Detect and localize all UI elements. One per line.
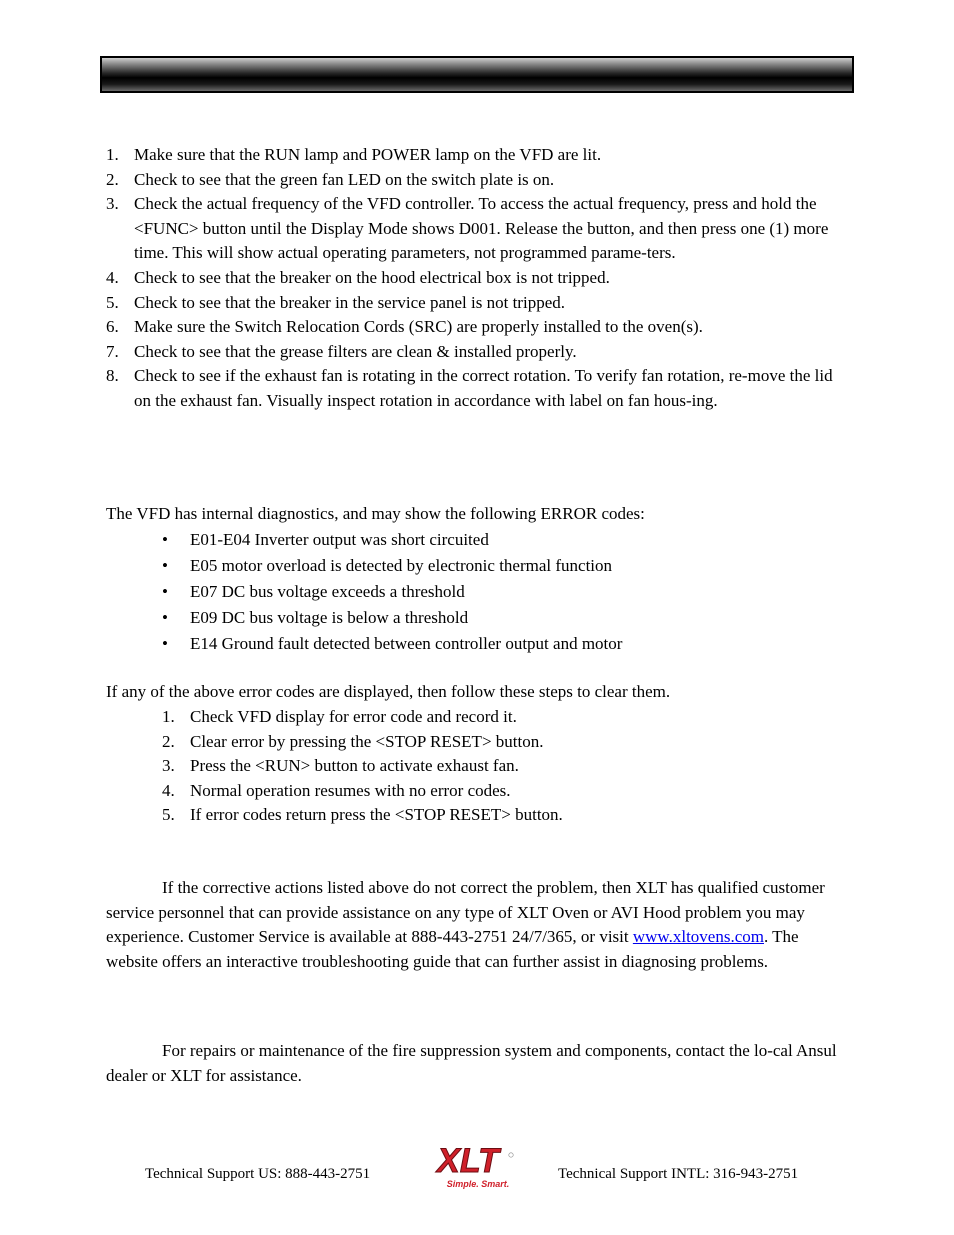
logo-tagline: Simple. Smart. bbox=[446, 1179, 510, 1189]
list-item bbox=[162, 631, 622, 657]
list-text: Check the actual frequency of the VFD controller. To access the actual frequency, press and hold the <FUNC> button until the Display Mode shows D001. Release the button, and then press one (1) more time. This will show actual operating parameters, not programmed parame-ters. bbox=[134, 194, 829, 263]
bullet-icon: • bbox=[162, 530, 168, 549]
list-number: 1. bbox=[106, 145, 119, 164]
list-number: 3. bbox=[162, 756, 175, 776]
list-text: Check to see that the breaker in the service panel is not tripped. bbox=[134, 292, 565, 312]
list-item bbox=[106, 266, 851, 291]
list-item bbox=[162, 803, 563, 828]
list-number: 7. bbox=[106, 341, 119, 361]
list-item bbox=[106, 315, 851, 340]
list-item bbox=[162, 779, 563, 804]
bullet-icon: • bbox=[162, 634, 168, 654]
list-number: 5. bbox=[162, 805, 175, 825]
list-item bbox=[106, 340, 851, 365]
support-text-after: . The website offers an interactive troubleshooting guide that can further assist in diagnosing problems. bbox=[106, 927, 799, 971]
list-text: Check to see if the exhaust fan is rotating in the correct rotation. To verify fan rotation, re-move the lid on the exhaust fan. Visually inspect rotation in accordance with label on fan hous-ing. bbox=[134, 366, 833, 410]
fire-suppression-paragraph bbox=[106, 1039, 851, 1088]
customer-service-paragraph bbox=[106, 876, 851, 974]
registered-icon bbox=[509, 1153, 513, 1157]
list-text: Check to see that the green fan LED on the switch plate is on. bbox=[134, 169, 555, 189]
list-item bbox=[162, 527, 622, 553]
list-item bbox=[106, 291, 851, 316]
list-number: 3. bbox=[106, 194, 119, 214]
list-item bbox=[162, 553, 622, 579]
list-number: 6. bbox=[106, 317, 119, 337]
list-number: 8. bbox=[106, 366, 119, 386]
troubleshooting-steps-list bbox=[106, 143, 851, 414]
list-number: 5. bbox=[106, 292, 119, 312]
error-codes-list bbox=[162, 527, 622, 657]
list-text: E07 DC bus voltage exceeds a threshold bbox=[190, 582, 465, 602]
list-item bbox=[106, 168, 851, 193]
list-number: 4. bbox=[162, 780, 175, 800]
list-text: Clear error by pressing the <STOP RESET> button. bbox=[190, 731, 544, 751]
xlt-logo bbox=[428, 1141, 528, 1191]
section-header-bar bbox=[100, 56, 854, 93]
footer-support-intl: Technical Support INTL: 316-943-2751 bbox=[558, 1166, 799, 1182]
list-item bbox=[162, 754, 563, 779]
list-number: 2. bbox=[106, 169, 119, 189]
list-text: E05 motor overload is detected by electronic thermal function bbox=[190, 556, 613, 576]
list-number: 4. bbox=[106, 267, 119, 287]
diagnostics-intro: The VFD has internal diagnostics, and may show the following ERROR codes: bbox=[106, 504, 645, 523]
list-text: E14 Ground fault detected between controller output and motor bbox=[190, 634, 623, 654]
list-item bbox=[106, 143, 851, 168]
fire-suppression-text: For repairs or maintenance of the fire suppression system and components, contact the lo-cal Ansul dealer or XLT for assistance. bbox=[106, 1041, 837, 1085]
list-item bbox=[162, 579, 622, 605]
list-text: Check to see that the grease filters are clean & installed properly. bbox=[134, 341, 577, 361]
list-text: If error codes return press the <STOP RESET> button. bbox=[190, 805, 563, 825]
list-text: Check VFD display for error code and record it. bbox=[190, 707, 517, 726]
clear-errors-intro: If any of the above error codes are displayed, then follow these steps to clear them. bbox=[106, 682, 671, 701]
bullet-icon: • bbox=[162, 608, 168, 628]
list-text: Press the <RUN> button to activate exhaust fan. bbox=[190, 756, 519, 776]
list-text: Normal operation resumes with no error codes. bbox=[190, 780, 511, 800]
bullet-icon: • bbox=[162, 556, 168, 576]
list-item bbox=[106, 364, 851, 413]
list-text: Make sure that the RUN lamp and POWER lamp on the VFD are lit. bbox=[134, 145, 602, 164]
list-item bbox=[162, 705, 563, 730]
list-text: E01-E04 Inverter output was short circuited bbox=[190, 530, 489, 549]
list-text: Make sure the Switch Relocation Cords (SRC) are properly installed to the oven(s). bbox=[134, 317, 703, 337]
list-item bbox=[106, 192, 851, 266]
support-text-before: If the corrective actions listed above do not correct the problem, then XLT has qualified customer service personnel that can provide assistance on any type of XLT Oven or AVI Hood problem you may experience. Customer Service is available at 888-443-2751 24/7/365, or visit bbox=[106, 878, 825, 947]
list-item bbox=[162, 730, 563, 755]
list-text: Check to see that the breaker on the hood electrical box is not tripped. bbox=[134, 267, 610, 287]
list-number: 2. bbox=[162, 731, 175, 751]
list-number: 1. bbox=[162, 707, 175, 726]
bullet-icon: • bbox=[162, 582, 168, 602]
website-link[interactable]: www.xltovens.com bbox=[632, 927, 764, 947]
logo-wordmark: XLT bbox=[437, 1142, 499, 1180]
clear-errors-list bbox=[162, 705, 563, 828]
footer-support-us: Technical Support US: 888-443-2751 bbox=[145, 1166, 371, 1182]
list-item bbox=[162, 605, 622, 631]
list-text: E09 DC bus voltage is below a threshold bbox=[190, 608, 469, 628]
